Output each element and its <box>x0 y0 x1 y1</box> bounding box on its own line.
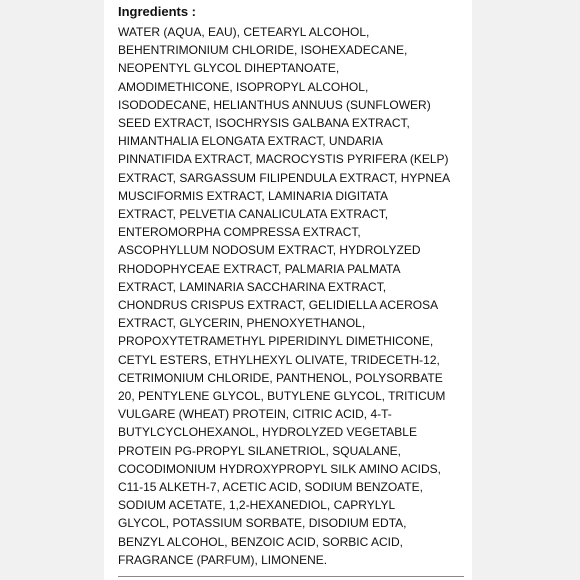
ingredient-line: WATER (AQUA, EAU), CETEARYL ALCOHOL, <box>118 25 370 39</box>
ingredient-line: ASCOPHYLLUM NODOSUM EXTRACT, HYDROLYZED <box>118 243 421 258</box>
ingredient-line: AMODIMETHICONE, ISOPROPYL ALCOHOL, <box>118 79 369 94</box>
ingredient-line: SEED EXTRACT, ISOCHRYSIS GALBANA EXTRACT, <box>118 116 410 131</box>
ingredient-line: EXTRACT, GLYCERIN, PHENOXYETHANOL, <box>118 316 366 331</box>
ingredient-line: EXTRACT, SARGASSUM FILIPENDULA EXTRACT, HYPNEA <box>118 170 451 185</box>
bottom-divider <box>118 576 464 577</box>
ingredient-line: GLYCOL, POTASSIUM SORBATE, DISODIUM EDTA, <box>118 516 407 531</box>
ingredient-line: BENZYL ALCOHOL, BENZOIC ACID, SORBIC ACID, <box>118 534 403 549</box>
ingredient-line: VULGARE (WHEAT) PROTEIN, CITRIC ACID, 4-T- <box>118 407 392 422</box>
ingredient-line: 20, PENTYLENE GLYCOL, BUTYLENE GLYCOL, TRITICUM <box>118 389 446 404</box>
ingredient-line: BEHENTRIMONIUM CHLORIDE, ISOHEXADECANE, <box>118 43 408 58</box>
ingredients-heading: Ingredients : <box>118 4 197 19</box>
ingredient-line: HIMANTHALIA ELONGATA EXTRACT, UNDARIA <box>118 134 383 149</box>
ingredient-line: COCODIMONIUM HYDROXYPROPYL SILK AMINO ACIDS, <box>118 461 441 476</box>
ingredient-line: PROTEIN PG-PROPYL SILANETRIOL, SQUALANE, <box>118 443 401 458</box>
ingredient-line: EXTRACT, LAMINARIA SACCHARINA EXTRACT, <box>118 279 387 294</box>
ingredient-line: NEOPENTYL GLYCOL DIHEPTANOATE, <box>118 61 340 76</box>
right-margin <box>472 0 580 580</box>
ingredient-line: PINNATIFIDA EXTRACT, MACROCYSTIS PYRIFERA (KELP) <box>118 152 449 167</box>
ingredient-line: RHODOPHYCEAE EXTRACT, PALMARIA PALMATA <box>118 261 401 276</box>
ingredient-line: CETYL ESTERS, ETHYLHEXYL OLIVATE, TRIDECETH-12, <box>118 352 440 367</box>
ingredient-line: SODIUM ACETATE, 1,2-HEXANEDIOL, CAPRYLYL <box>118 498 396 513</box>
ingredient-line: CETRIMONIUM CHLORIDE, PANTHENOL, POLYSORBATE <box>118 370 443 385</box>
ingredient-line: ENTEROMORPHA COMPRESSA EXTRACT, <box>118 225 361 240</box>
ingredient-line: BUTYLCYCLOHEXANOL, HYDROLYZED VEGETABLE <box>118 425 417 440</box>
ingredient-line: EXTRACT, PELVETIA CANALICULATA EXTRACT, <box>118 207 389 222</box>
ingredient-line: CHONDRUS CRISPUS EXTRACT, GELIDIELLA ACEROSA <box>118 298 439 313</box>
ingredient-line: C11-15 ALKETH-7, ACETIC ACID, SODIUM BENZOATE, <box>118 480 423 495</box>
ingredient-line: FRAGRANCE (PARFUM), LIMONENE. <box>118 552 328 567</box>
ingredients-list <box>118 23 468 569</box>
ingredient-line: PROPOXYTETRAMETHYL PIPERIDINYL DIMETHICONE, <box>118 334 434 349</box>
ingredient-line: MUSCIFORMIS EXTRACT, LAMINARIA DIGITATA <box>118 188 389 203</box>
ingredient-line: ISODODECANE, HELIANTHUS ANNUUS (SUNFLOWER) <box>118 97 431 112</box>
left-margin <box>0 0 104 580</box>
